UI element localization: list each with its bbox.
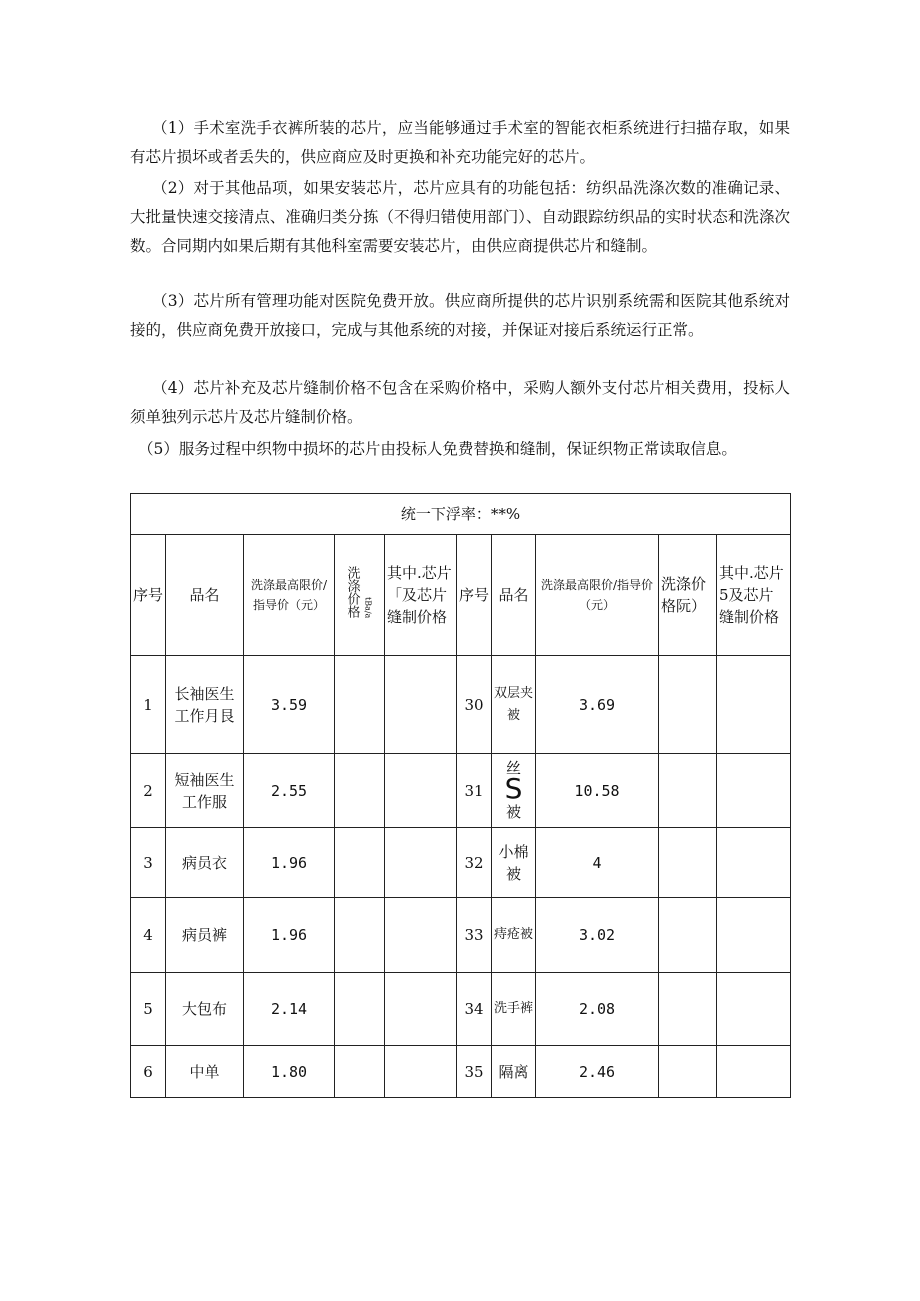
- paragraph-1-text: （1）手术室洗手衣裤所装的芯片，应当能够通过手术室的智能衣柜系统进行扫描存取，如果有芯片损坏或者丢失的，供应商应及时更换和补充功能完好的芯片。: [130, 119, 790, 166]
- cell-wash-price-2: [659, 754, 717, 828]
- cell-name: 短袖医生工作服: [166, 754, 244, 828]
- cell-wash-price-2: [659, 828, 717, 898]
- paragraph-3: [130, 287, 790, 345]
- cell-chip-price-2: [717, 828, 791, 898]
- cell-name: 病员裤: [166, 898, 244, 973]
- cell-price: 1.96: [244, 898, 335, 973]
- paragraph-5: [138, 435, 798, 464]
- cell-chip-price-2: [717, 754, 791, 828]
- header-max-price-2: 洗涤最高限价/指导价（元）: [536, 535, 659, 656]
- cell-wash-price: [335, 1046, 385, 1098]
- cell-chip-price-2: [717, 898, 791, 973]
- table-row: [131, 1046, 791, 1098]
- cell-name-2-part-a: 丝: [505, 758, 521, 777]
- price-table: [130, 493, 791, 1098]
- cell-name-2: [492, 754, 536, 828]
- cell-wash-price: [335, 828, 385, 898]
- cell-seq: 6: [131, 1046, 166, 1098]
- cell-seq-2: 34: [457, 973, 492, 1046]
- cell-price: 3.59: [244, 656, 335, 754]
- table-row: [131, 973, 791, 1046]
- cell-chip-price-2: [717, 656, 791, 754]
- cell-wash-price: [335, 656, 385, 754]
- table-title-row: [131, 494, 791, 535]
- cell-name: 病员衣: [166, 828, 244, 898]
- paragraph-3-text: （3）芯片所有管理功能对医院免费开放。供应商所提供的芯片识别系统需和医院其他系统对接的，供应商免费开放接口，完成与其他系统的对接，并保证对接后系统运行正常。: [130, 292, 790, 339]
- cell-price: 1.96: [244, 828, 335, 898]
- cell-name-2: 小棉被: [492, 828, 536, 898]
- paragraph-4: [130, 374, 790, 432]
- cell-wash-price-2: [659, 973, 717, 1046]
- cell-seq-2: 33: [457, 898, 492, 973]
- cell-name-2: 痔疮被: [492, 898, 536, 973]
- cell-name-2-part-c: 被: [505, 802, 521, 821]
- cell-seq: 3: [131, 828, 166, 898]
- paragraph-2-text: （2）对于其他品项，如果安装芯片，芯片应具有的功能包括：纺织品洗涤次数的准确记录、大批量快速交接清点、准确归类分拣（不得归错使用部门）、自动跟踪纺织品的实时状态和洗涤次数。合同期内如果后期有其他科室需要安装芯片，由供应商提供芯片和缝制。: [130, 179, 790, 255]
- cell-wash-price-2: [659, 1046, 717, 1098]
- cell-price-2: 2.46: [536, 1046, 659, 1098]
- paragraph-4-text: （4）芯片补充及芯片缝制价格不包含在采购价格中，采购人额外支付芯片相关费用，投标人须单独列示芯片及芯片缝制价格。: [130, 379, 790, 426]
- cell-chip-price-2: [717, 973, 791, 1046]
- cell-seq: 4: [131, 898, 166, 973]
- cell-name: 大包布: [166, 973, 244, 1046]
- paragraph-2: [130, 174, 790, 261]
- paragraph-1: [130, 114, 790, 172]
- header-chip-price: 其中.芯片「及芯片缝制价格: [385, 535, 457, 656]
- header-chip-price-2: 其中.芯片5及芯片缝制价格: [717, 535, 791, 656]
- header-wash-price: [335, 535, 385, 656]
- cell-price-2: 3.02: [536, 898, 659, 973]
- cell-price: 1.80: [244, 1046, 335, 1098]
- cell-price-2: 2.08: [536, 973, 659, 1046]
- table-header-row: [131, 535, 791, 656]
- cell-price: 2.55: [244, 754, 335, 828]
- cell-wash-price: [335, 973, 385, 1046]
- cell-seq: 2: [131, 754, 166, 828]
- cell-seq: 5: [131, 973, 166, 1046]
- table-row: [131, 828, 791, 898]
- cell-chip-price: [385, 656, 457, 754]
- cell-seq-2: 35: [457, 1046, 492, 1098]
- table-row: [131, 898, 791, 973]
- cell-chip-price: [385, 828, 457, 898]
- cell-wash-price-2: [659, 898, 717, 973]
- cell-name: 长袖医生工作月艮: [166, 656, 244, 754]
- cell-wash-price-2: [659, 656, 717, 754]
- header-wash-price-2: 洗涤价格阮）: [659, 535, 717, 656]
- cell-chip-price: [385, 754, 457, 828]
- cell-seq: 1: [131, 656, 166, 754]
- cell-price-2: 4: [536, 828, 659, 898]
- table-row: [131, 754, 791, 828]
- cell-price: 2.14: [244, 973, 335, 1046]
- cell-name-2: 双层夹被: [492, 656, 536, 754]
- cell-name-2: 洗手裤: [492, 973, 536, 1046]
- header-seq: 序号: [131, 535, 166, 656]
- cell-wash-price: [335, 754, 385, 828]
- cell-name-2: 隔离: [492, 1046, 536, 1098]
- cell-seq-2: 32: [457, 828, 492, 898]
- cell-price-2: 3.69: [536, 656, 659, 754]
- cell-name: 中单: [166, 1046, 244, 1098]
- header-name-2: 品名: [492, 535, 536, 656]
- header-seq-2: 序号: [457, 535, 492, 656]
- cell-chip-price: [385, 898, 457, 973]
- cell-seq-2: 30: [457, 656, 492, 754]
- cell-name-2-part-b: S: [504, 771, 523, 805]
- table-title: 统一下浮率：**%: [131, 494, 791, 535]
- paragraph-5-text: （5）服务过程中织物中损坏的芯片由投标人免费替换和缝制，保证织物正常读取信息。: [138, 440, 737, 458]
- header-name: 品名: [166, 535, 244, 656]
- header-max-price: 洗涤最高限价/指导价（元）: [244, 535, 335, 656]
- cell-price-2: 10.58: [536, 754, 659, 828]
- cell-wash-price: [335, 898, 385, 973]
- cell-chip-price: [385, 1046, 457, 1098]
- cell-chip-price-2: [717, 1046, 791, 1098]
- cell-chip-price: [385, 973, 457, 1046]
- table-row: [131, 656, 791, 754]
- cell-seq-2: 31: [457, 754, 492, 828]
- header-wash-price-text: 洗涤价格: [344, 566, 360, 618]
- header-wash-price-suffix: tBa/a: [363, 596, 373, 618]
